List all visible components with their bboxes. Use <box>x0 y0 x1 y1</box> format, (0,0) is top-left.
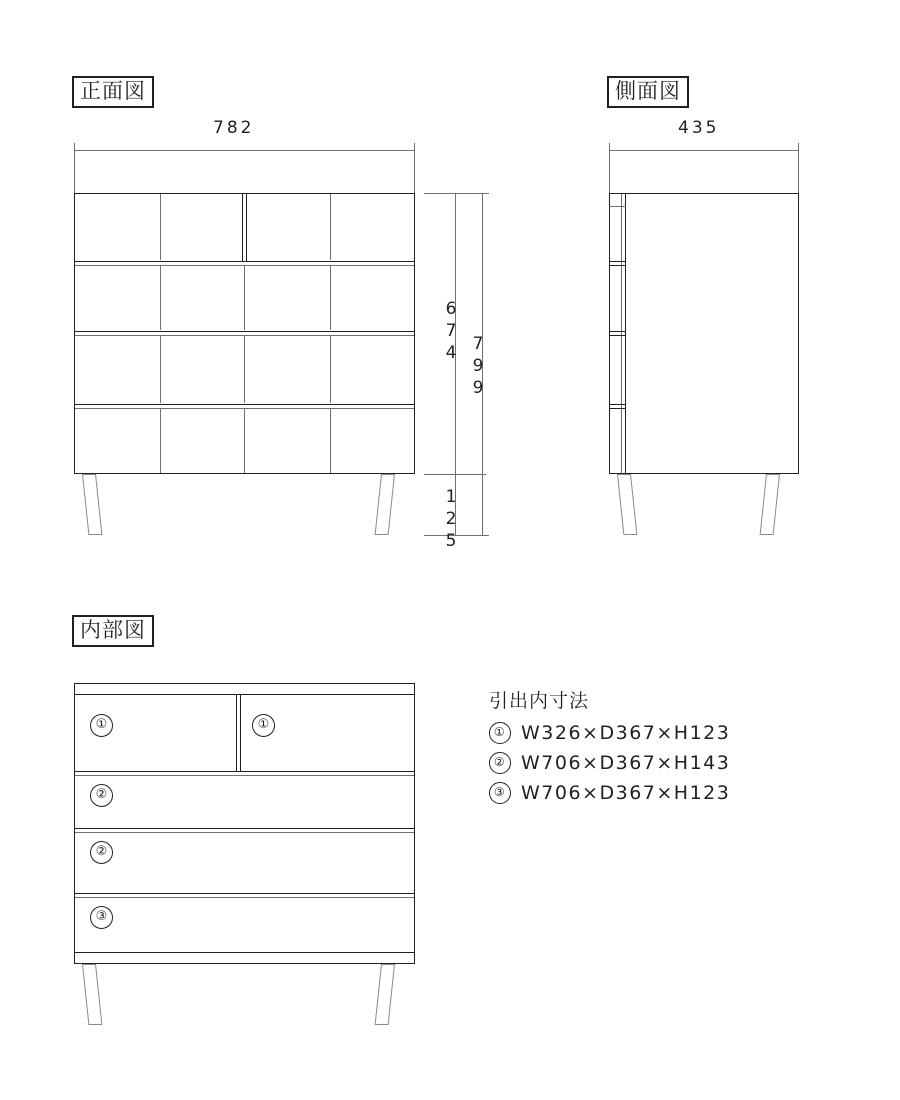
front-width-dim-tick-right <box>414 143 415 157</box>
front-panel-line-5 <box>330 266 331 330</box>
inner-top-split-left <box>236 695 237 771</box>
total-height-dim-text: 799 <box>468 334 488 400</box>
side-view-label-text: 側面図 <box>615 79 681 103</box>
inner-mark-2: ① <box>252 714 275 737</box>
side-drawer-divider-3 <box>609 404 626 405</box>
spec-title: 引出内寸法 <box>489 690 590 712</box>
front-width-ext-left <box>74 157 75 193</box>
body-height-dim-text: 674 <box>441 299 461 365</box>
front-panel-line-8 <box>330 336 331 403</box>
inner-divider-1 <box>75 771 414 772</box>
inner-divider-2 <box>75 828 414 829</box>
inner-top-panel-line <box>75 694 414 695</box>
inner-bottom-line <box>75 952 414 953</box>
side-depth-tick-right <box>798 143 799 157</box>
side-drawer-divider-2 <box>609 331 626 332</box>
inner-mark-3: ② <box>90 784 113 807</box>
inner-mark-4: ② <box>90 841 113 864</box>
front-panel-line-4 <box>244 266 245 330</box>
side-drawer-divider-1 <box>609 261 626 262</box>
body-height-tick-top <box>448 193 462 194</box>
front-view-label-text: 正面図 <box>80 79 146 103</box>
side-view-label <box>607 76 689 108</box>
front-width-ext-right <box>414 157 415 193</box>
total-height-tick-top <box>475 193 489 194</box>
total-height-tick-bottom <box>475 535 489 536</box>
side-drawer-gap-2 <box>609 335 626 336</box>
side-top-edge-line <box>609 206 626 207</box>
front-top-split-left <box>242 194 243 261</box>
side-cabinet-body <box>609 193 799 474</box>
front-panel-line-1 <box>160 194 161 260</box>
leg-height-tick-top <box>448 474 462 475</box>
front-width-dim-text: 782 <box>213 118 255 138</box>
side-leg-right <box>760 474 780 535</box>
side-front-face-line-2 <box>621 194 622 474</box>
spec-row-2 <box>489 752 730 774</box>
front-panel-line-10 <box>244 409 245 473</box>
inner-divider-3b <box>75 897 414 898</box>
spec-mark-1: ① <box>489 722 511 744</box>
spec-text-2: W706×D367×H143 <box>521 752 731 774</box>
side-leg-left <box>617 474 637 535</box>
front-leg-left <box>82 474 102 535</box>
inner-cabinet-body <box>74 683 415 964</box>
side-depth-ext-right <box>798 157 799 193</box>
spec-row-3 <box>489 782 730 804</box>
front-view-label <box>72 76 154 108</box>
front-drawer-divider-3 <box>75 404 414 405</box>
front-panel-line-2 <box>330 194 331 260</box>
side-depth-dim-line <box>609 150 799 151</box>
front-panel-line-6 <box>160 336 161 403</box>
spec-row-1 <box>489 722 730 744</box>
front-width-dim-line <box>74 150 415 151</box>
side-depth-ext-left <box>609 157 610 193</box>
front-width-dim-tick-left <box>74 143 75 157</box>
inner-view-label <box>72 615 154 647</box>
side-depth-dim-text: 435 <box>678 118 720 138</box>
inner-view-label-text: 内部図 <box>80 618 146 642</box>
side-drawer-gap-3 <box>609 408 626 409</box>
front-leg-right <box>375 474 395 535</box>
side-drawer-gap-1 <box>609 265 626 266</box>
inner-divider-2b <box>75 832 414 833</box>
spec-text-1: W326×D367×H123 <box>521 722 731 744</box>
spec-text-3: W706×D367×H123 <box>521 782 731 804</box>
spec-mark-3: ③ <box>489 782 511 804</box>
front-drawer-divider-1 <box>75 261 414 262</box>
inner-mark-1: ① <box>90 714 113 737</box>
inner-leg-right <box>375 964 395 1025</box>
side-depth-tick-left <box>609 143 610 157</box>
side-front-face-line <box>625 194 626 474</box>
inner-top-split-right <box>240 695 241 771</box>
leg-height-dim-text: 125 <box>441 487 461 553</box>
front-drawer-divider-2 <box>75 331 414 332</box>
front-panel-line-7 <box>244 336 245 403</box>
front-panel-line-3 <box>160 266 161 330</box>
inner-leg-left <box>82 964 102 1025</box>
inner-divider-3 <box>75 893 414 894</box>
front-top-split-right <box>246 194 247 261</box>
front-panel-line-11 <box>330 409 331 473</box>
front-panel-line-9 <box>160 409 161 473</box>
inner-mark-5: ③ <box>90 906 113 929</box>
inner-divider-1b <box>75 775 414 776</box>
spec-mark-2: ② <box>489 752 511 774</box>
